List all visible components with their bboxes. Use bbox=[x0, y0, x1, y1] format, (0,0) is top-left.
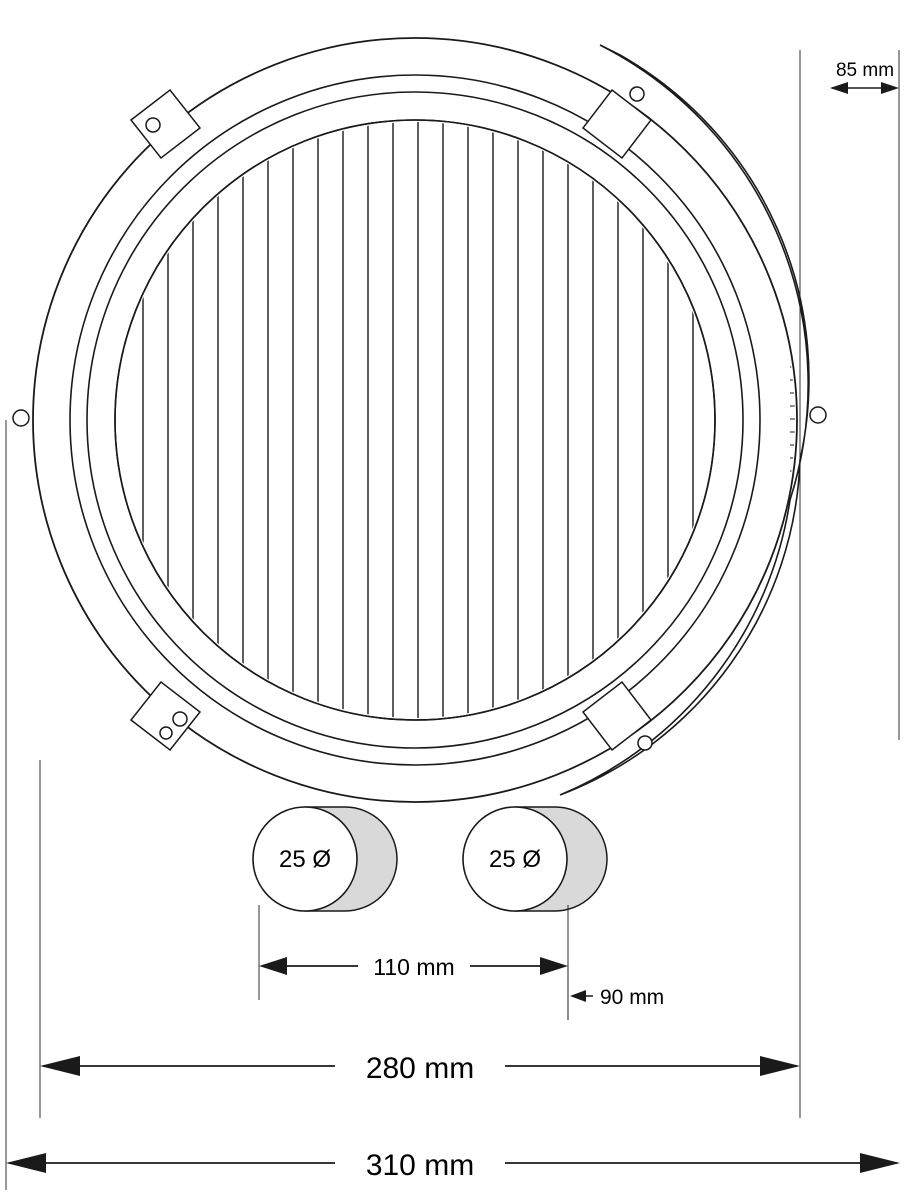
grille-assembly bbox=[13, 38, 905, 911]
screw-hole-icon bbox=[13, 410, 29, 426]
spigot-right-label: 25 Ø bbox=[488, 846, 542, 873]
screw-hole-icon bbox=[810, 407, 826, 423]
spigot-right bbox=[463, 807, 607, 911]
spigot-offset-label: 90 mm bbox=[600, 986, 665, 1009]
dimension-spigot-offset bbox=[568, 966, 664, 1020]
screw-hole-icon bbox=[160, 727, 172, 739]
louvre-blades bbox=[117, 122, 713, 718]
screw-hole-icon bbox=[146, 118, 160, 132]
screw-hole-icon bbox=[173, 712, 187, 726]
screw-hole-icon bbox=[638, 736, 652, 750]
overall-width-label: 310 mm bbox=[365, 1149, 475, 1182]
screw-hole-icon bbox=[630, 87, 644, 101]
dimension-flange-width bbox=[40, 760, 800, 1118]
dimension-depth bbox=[800, 50, 899, 1118]
spigot-left-label: 25 Ø bbox=[278, 846, 332, 873]
spigot-left bbox=[253, 807, 397, 911]
depth-dimension-label: 85 mm bbox=[835, 60, 895, 81]
flange-width-label: 280 mm bbox=[365, 1052, 475, 1085]
spigot-spacing-label: 110 mm bbox=[373, 954, 455, 980]
dimension-spigot-spacing bbox=[259, 905, 568, 1020]
